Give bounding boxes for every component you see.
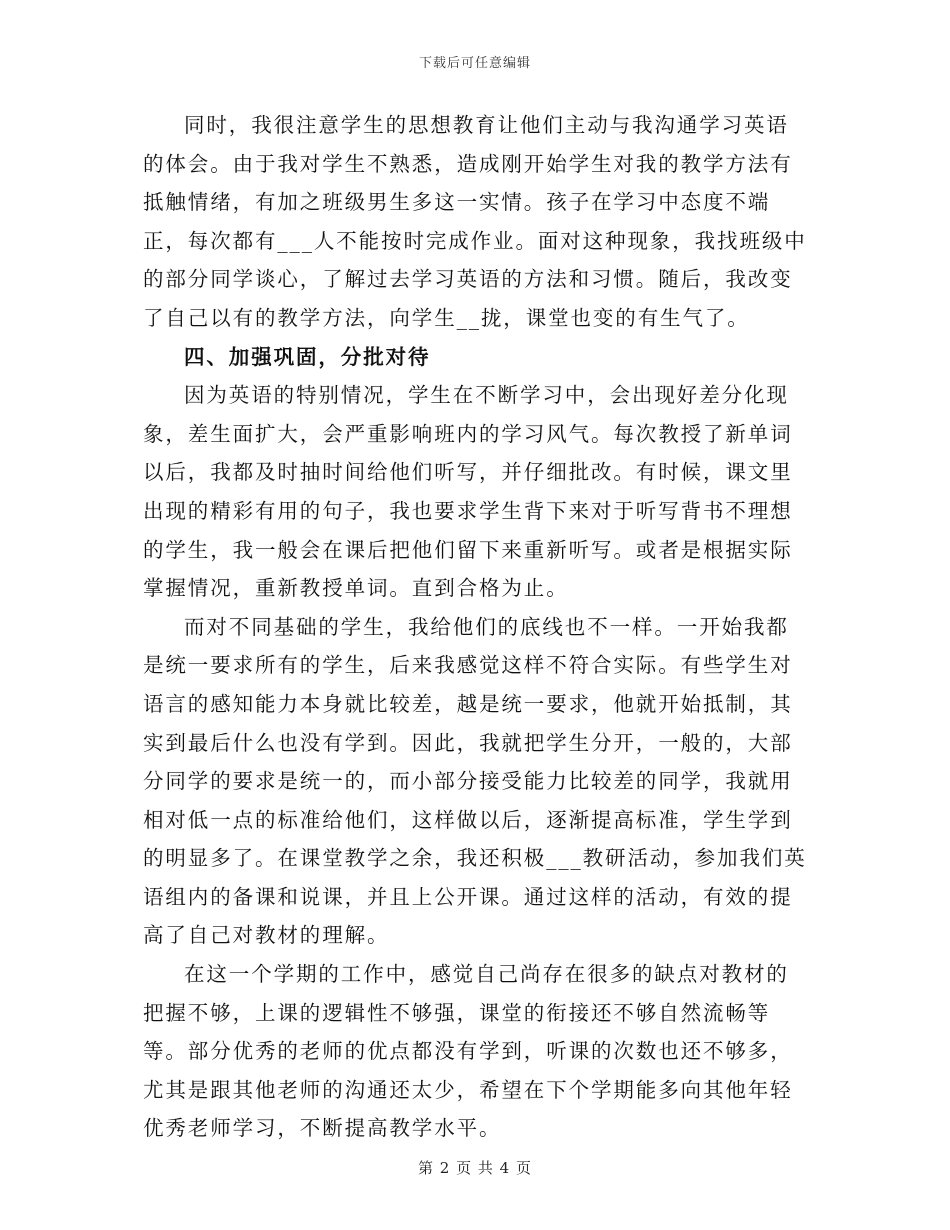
page-number-footer: 第 2 页 共 4 页 xyxy=(418,1159,532,1177)
paragraph-4: 在这一个学期的工作中，感觉自己尚存在很多的缺点对教材的把握不够，上课的逻辑性不够强，课堂的衔接还不够自然流畅等等。部分优秀的老师的优点都没有学到，听课的次数也还不够多，尤其是跟其他老师的沟通还太少，希望在下个学期能多向其他年轻优秀老师学习，不断提高教学水平。 xyxy=(143,962,793,1141)
page-header: 下载后可任意编辑 xyxy=(418,56,531,71)
paragraph-3: 而对不同基础的学生，我给他们的底线也不一样。一开始我都是统一要求所有的学生，后来我感觉这样不符合实际。有些学生对语言的感知能力本身就比较差，越是统一要求，他就开始抵制，其实到最后什么也没有学到。因此，我就把学生分开，一般的，大部分同学的要求是统一的，而小部分接受能力比较差的同学，我就用相对低一点的标准给他们，这样做以后，逐渐提高标准，学生学到的明显多了。在课堂教学之余，我还积极___教研活动，参加我们英语组内的备课和说课，并且上公开课。通过这样的活动，有效的提高了自己对教材的理解。 xyxy=(143,614,807,948)
section-heading-4: 四、加强巩固，分批对待 xyxy=(184,344,431,369)
paragraph-1: 同时，我很注意学生的思想教育让他们主动与我沟通学习英语的体会。由于我对学生不熟悉，造成刚开始学生对我的教学方法有抵触情绪，有加之班级男生多这一实情。孩子在学习中态度不端正，每次都有___人不能按时完成作业。面对这种现象，我找班级中的部分同学谈心，了解过去学习英语的方法和习惯。随后，我改变了自己以有的教学方法，向学生__拢，课堂也变的有生气了。 xyxy=(143,113,807,330)
paragraph-2: 因为英语的特别情况，学生在不断学习中，会出现好差分化现象，差生面扩大，会严重影响班内的学习风气。每次教授了新单词以后，我都及时抽时间给他们听写，并仔细批改。有时候，课文里出现的精彩有用的句子，我也要求学生背下来对于听写背书不理想的学生，我一般会在课后把他们留下来重新听写。或者是根据实际掌握情况，重新教授单词。直到合格为止。 xyxy=(143,383,793,601)
document-body xyxy=(143,106,810,1148)
